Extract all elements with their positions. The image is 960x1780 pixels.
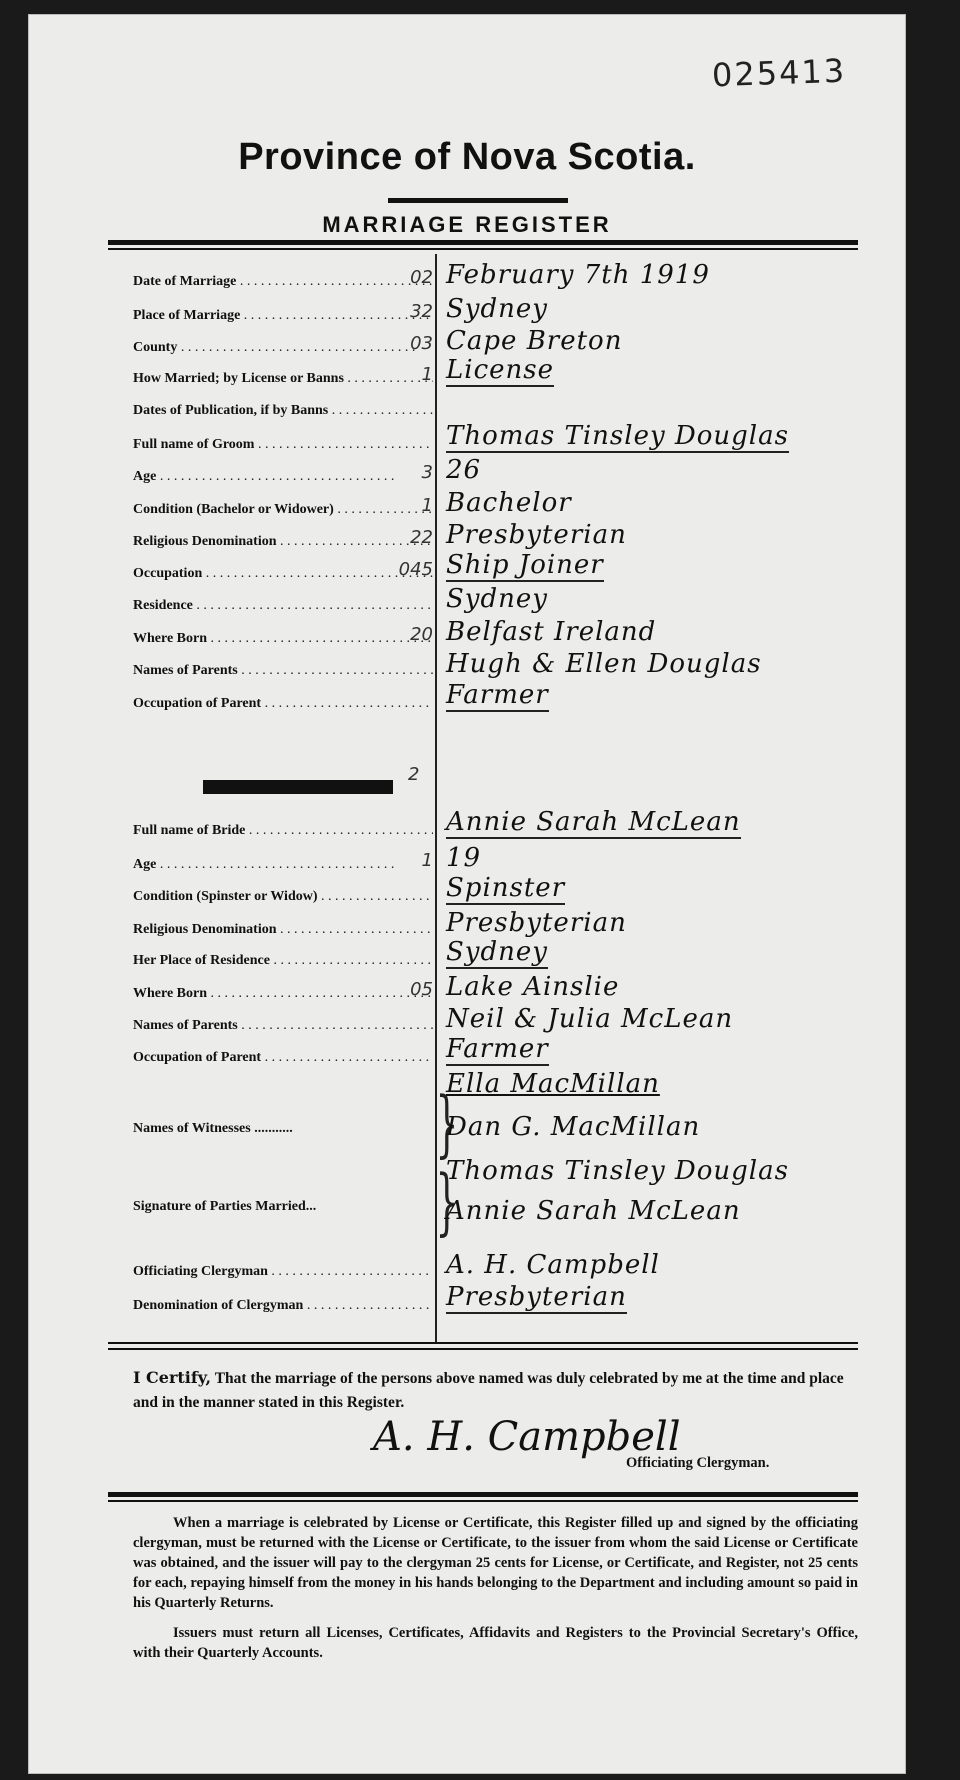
- document-title: Province of Nova Scotia.: [238, 136, 696, 178]
- field-label: Condition (Bachelor or Widower) . . .: [133, 502, 433, 518]
- field-label: Denomination of Clergyman . . .: [133, 1298, 433, 1314]
- register-field: [103, 843, 903, 875]
- field-label: Occupation of Parent . . .: [133, 1050, 433, 1066]
- field-label: Condition (Spinster or Widow) . . .: [133, 889, 433, 905]
- bride-section-code: 2: [408, 764, 420, 785]
- register-field: [103, 520, 903, 552]
- field-label: Full name of Groom . . .: [133, 437, 433, 453]
- field-value: Thomas Tinsley Douglas: [446, 421, 789, 451]
- field-code: 045: [398, 559, 433, 580]
- title-underline: [388, 198, 568, 203]
- register-page: [28, 14, 906, 1774]
- field-label: County . . .: [133, 340, 433, 356]
- field-label: Place of Marriage . . .: [133, 308, 433, 324]
- field-value: Bachelor: [446, 488, 572, 518]
- register-field: [103, 972, 903, 1004]
- field-label: Occupation . . .: [133, 566, 433, 582]
- field-label: Occupation of Parent . . .: [133, 696, 433, 712]
- header-rule-thin: [108, 248, 858, 250]
- field-code: 20: [410, 624, 433, 645]
- clergyman-signature: A. H. Campbell: [373, 1414, 681, 1460]
- field-code: 1: [421, 850, 433, 871]
- field-code: 22: [410, 527, 433, 548]
- certification-text: [133, 1366, 858, 1415]
- register-field: [103, 908, 903, 940]
- notice-paragraph-2: Issuers must return all Licenses, Certificates, Affidavits and Registers to the Provincial Secretary's Office, with their Quarterly Accounts.: [133, 1625, 858, 1661]
- register-field: [103, 1250, 903, 1282]
- field-label: How Married; by License or Banns . . .: [133, 371, 433, 387]
- field-value: License: [446, 355, 555, 385]
- field-label: Where Born . . .: [133, 986, 433, 1002]
- section-rule-2: [108, 1348, 858, 1350]
- field-code: 32: [410, 301, 433, 322]
- certify-lead: I Certify,: [133, 1368, 212, 1387]
- field-value: Spinster: [446, 873, 566, 903]
- register-field: [103, 389, 903, 421]
- field-value: 26: [446, 455, 482, 485]
- bride-signature: Annie Sarah McLean: [446, 1196, 741, 1226]
- register-field: [103, 584, 903, 616]
- document-number: 025413: [711, 51, 847, 95]
- register-field: [103, 649, 903, 681]
- document-subtitle: MARRIAGE REGISTER: [322, 212, 612, 237]
- field-code: 3: [421, 462, 433, 483]
- field-value: A. H. Campbell: [446, 1250, 660, 1280]
- register-field: [103, 1036, 903, 1068]
- register-field: [103, 294, 903, 326]
- instructions-notice: [133, 1513, 858, 1663]
- register-field: [103, 488, 903, 520]
- certify-body: That the marriage of the persons above named was duly celebrated by me at the time and place and in the manner stated in this Register.: [133, 1370, 844, 1411]
- field-value: Farmer: [446, 1034, 549, 1064]
- signatures-brace: }: [435, 1159, 459, 1243]
- register-field: [103, 326, 903, 358]
- field-value: Belfast Ireland: [446, 617, 657, 647]
- field-value: Neil & Julia McLean: [446, 1004, 734, 1034]
- register-field: [103, 617, 903, 649]
- field-value: Lake Ainslie: [446, 972, 620, 1002]
- field-value: Presbyterian: [446, 1282, 627, 1312]
- register-field: [103, 1004, 903, 1036]
- field-value: Farmer: [446, 680, 549, 710]
- field-value: Sydney: [446, 937, 548, 967]
- field-code: 1: [421, 364, 433, 385]
- header-rule-thick: [108, 240, 858, 245]
- field-label: Full name of Bride . . .: [133, 823, 433, 839]
- field-label: Date of Marriage . . .: [133, 274, 433, 290]
- register-field: [103, 455, 903, 487]
- field-label: Religious Denomination . . .: [133, 534, 433, 550]
- field-label: Names of Parents . . .: [133, 1018, 433, 1034]
- witnesses-brace: }: [435, 1081, 459, 1165]
- notice-rule-thick: [108, 1492, 858, 1497]
- notice-rule-thin: [108, 1500, 858, 1502]
- field-label: Residence . . .: [133, 598, 433, 614]
- field-label: Age . . .: [133, 857, 433, 873]
- field-value: Ship Joiner: [446, 550, 604, 580]
- field-value: February 7th 1919: [446, 260, 710, 290]
- groom-signature: Thomas Tinsley Douglas: [446, 1156, 789, 1186]
- register-field: [103, 682, 903, 714]
- field-value: Cape Breton: [446, 326, 623, 356]
- field-code: 1: [421, 495, 433, 516]
- register-field: [103, 423, 903, 455]
- field-label: Names of Parents . . .: [133, 663, 433, 679]
- section-rule-1: [108, 1342, 858, 1344]
- field-label: Dates of Publication, if by Banns . . .: [133, 403, 433, 419]
- register-field: [103, 260, 903, 292]
- field-value: Hugh & Ellen Douglas: [446, 649, 762, 679]
- field-value: Sydney: [446, 294, 548, 324]
- signatures-label: Signature of Parties Married...: [133, 1199, 317, 1214]
- field-value: Presbyterian: [446, 908, 627, 938]
- field-label: Religious Denomination . . .: [133, 922, 433, 938]
- register-field: [103, 809, 903, 841]
- field-value: Presbyterian: [446, 520, 627, 550]
- register-field: [103, 939, 903, 971]
- register-field: [103, 357, 903, 389]
- witnesses-label: Names of Witnesses ...........: [133, 1121, 293, 1136]
- field-value: Annie Sarah McLean: [446, 807, 741, 837]
- witness-2: Dan G. MacMillan: [446, 1112, 701, 1142]
- field-label: Officiating Clergyman . . .: [133, 1264, 433, 1280]
- register-field: [103, 1284, 903, 1316]
- field-label: Where Born . . .: [133, 631, 433, 647]
- field-value: 19: [446, 843, 482, 873]
- field-value: Sydney: [446, 584, 548, 614]
- clergyman-caption: Officiating Clergyman.: [626, 1455, 770, 1471]
- field-code: 02: [410, 267, 433, 288]
- witness-1: Ella MacMillan: [446, 1069, 660, 1099]
- field-code: 03: [410, 333, 433, 354]
- field-label: Age . . .: [133, 469, 433, 485]
- field-code: 05: [410, 979, 433, 1000]
- notice-paragraph-1: When a marriage is celebrated by License or Certificate, this Register filled up and signed by the officiating clergyman, must be returned with the License or Certificate, to the issuer from whom the said License or Certificate was obtained, and the issuer will pay to the clergyman 25 cents for License, or Certificate, and Register, not 25 cents for each, repaying himself from the money in his hands belonging to the Department and including amount so paid in his Quarterly Returns.: [133, 1515, 858, 1611]
- field-label: Her Place of Residence . . .: [133, 953, 433, 969]
- register-field: [103, 875, 903, 907]
- bride-section-divider: [203, 780, 393, 794]
- register-field: [103, 552, 903, 584]
